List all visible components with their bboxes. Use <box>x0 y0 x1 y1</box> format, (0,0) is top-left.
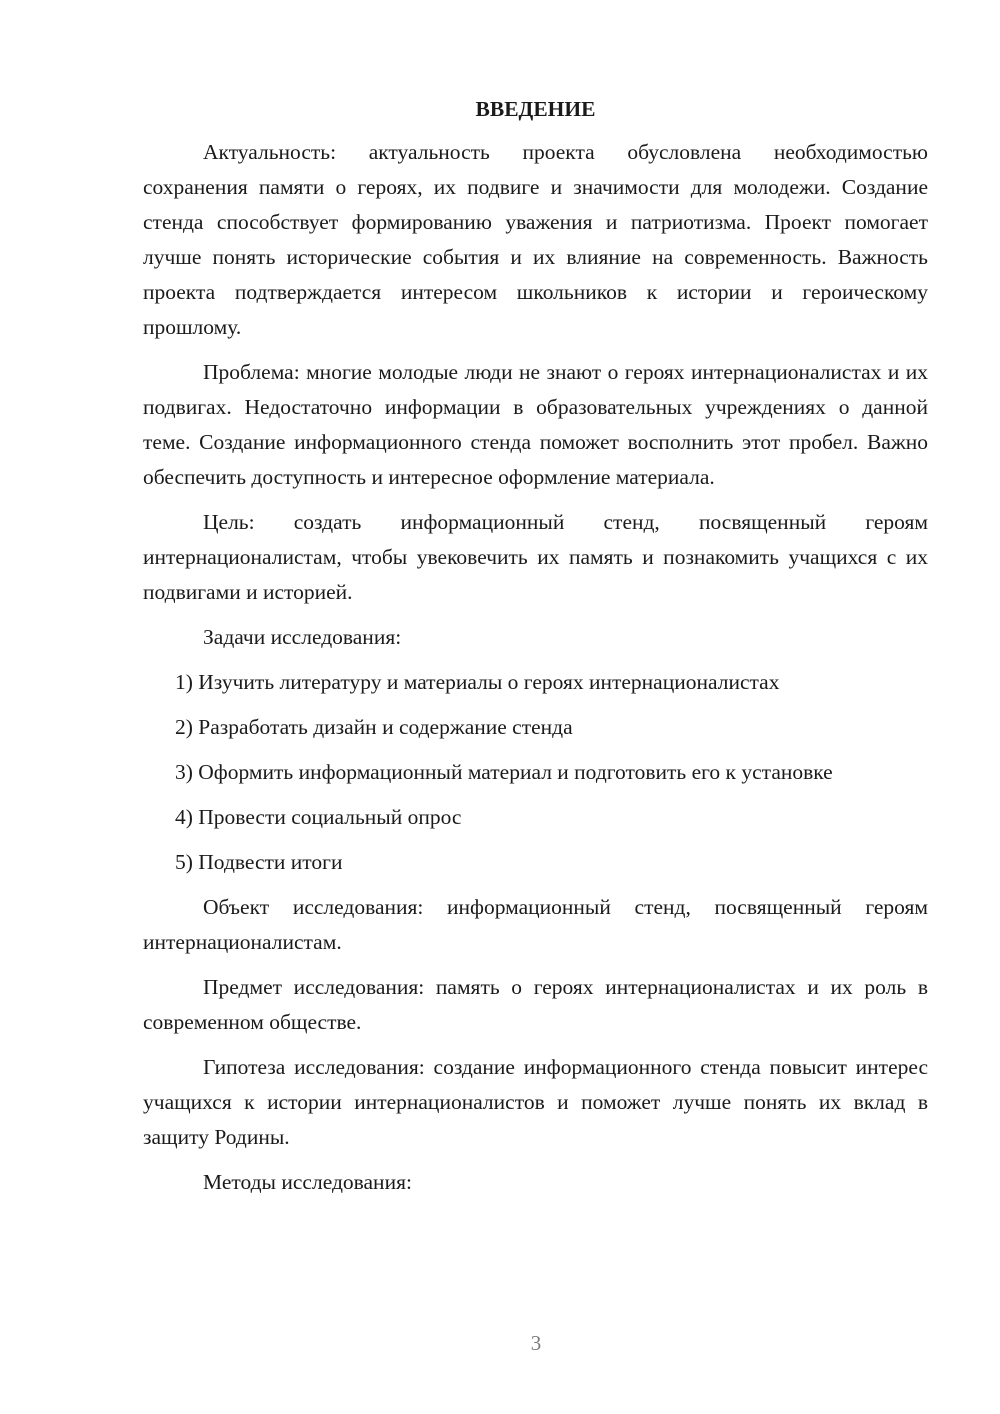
document-body <box>143 92 928 1210</box>
methods-heading: Методы исследования: <box>203 1170 412 1194</box>
problem-paragraph: Проблема: многие молодые люди не знают о героях интернационалистах и их подвигах. Недостаточно информации в образовательных учреждениях о данной теме. Создание информационного стенда поможет восполнить этот пробел. Важно обеспечить доступность и интересное оформление материала. <box>143 360 928 489</box>
page-title: ВВЕДЕНИЕ <box>475 97 596 121</box>
goal-paragraph: Цель: создать информационный стенд, посвященный героям интернационалистам, чтобы увековечить их память и познакомить учащихся с их подвигами и историей. <box>143 510 928 604</box>
tasks-heading: Задачи исследования: <box>203 625 402 649</box>
relevance-paragraph: Актуальность: актуальность проекта обусловлена необходимостью сохранения памяти о героях, их подвиге и значимости для молодежи. Создание стенда способствует формированию уважения и патриотизма. Проект помогает лучше понять исторические события и их влияние на современность. Важность проекта подтверждается интересом школьников к истории и героическому прошлому. <box>143 140 928 339</box>
tasks-list <box>143 665 928 880</box>
list-item: 4) Провести социальный опрос <box>175 805 462 829</box>
list-item: 2) Разработать дизайн и содержание стенда <box>175 715 573 739</box>
page-number: 3 <box>530 1331 542 1355</box>
object-paragraph: Объект исследования: информационный стенд, посвященный героям интернационалистам. <box>143 895 928 954</box>
list-item: 1) Изучить литературу и материалы о героях интернационалистах <box>175 670 780 694</box>
list-item: 3) Оформить информационный материал и подготовить его к установке <box>175 760 833 784</box>
subject-paragraph: Предмет исследования: память о героях интернационалистах и их роль в современном обществе. <box>143 975 928 1034</box>
hypothesis-paragraph: Гипотеза исследования: создание информационного стенда повысит интерес учащихся к истории интернационалистов и поможет лучше понять их вклад в защиту Родины. <box>143 1055 928 1149</box>
list-item: 5) Подвести итоги <box>175 850 343 874</box>
